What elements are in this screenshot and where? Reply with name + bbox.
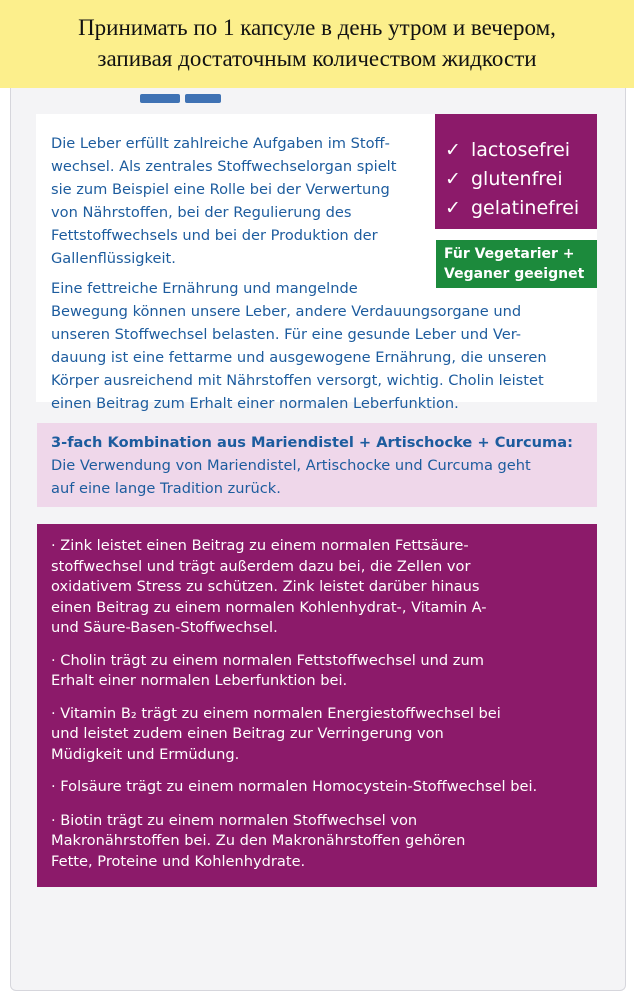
benefit-cholin: · Cholin trägt zu einem normalen Fettstoffwechsel und zum Erhalt einer normalen Leberfunktion bei.	[51, 651, 484, 689]
benefit-biotin: · Biotin trägt zu einem normalen Stoffwechsel von Makronährstoffen bei. Zu den Makronährstoffen gehören Fette, Proteine und Kohlenhydrate.	[51, 811, 466, 870]
badge-lactosefrei: ✓ lactosefrei	[435, 136, 597, 165]
benefits-box	[37, 524, 597, 887]
diet-paragraph: Eine fettreiche Ernährung und mangelnde Bewegung können unsere Leber, andere Verdauungsorgane und unseren Stoffwechsel belasten. Für eine gesunde Leber und Ver- dauung ist eine fettarme und ausgewogene Ernährung, die unseren Körper ausreichend mit Nährstoffen versorgt, wichtig. Cholin leistet einen Beitrag zum Erhalt einer normalen Leberfunktion.	[51, 280, 547, 412]
badge-gelatinefrei: ✓ gelatinefrei	[435, 194, 597, 223]
check-icon: ✓	[445, 168, 461, 190]
check-icon: ✓	[445, 197, 461, 219]
benefit-vitamin-b2: · Vitamin B₂ trägt zu einem normalen Energiestoffwechsel bei und leistet zudem einen Beitrag zur Verringerung von Müdigkeit und Ermüdung.	[51, 704, 501, 763]
benefit-folsaeure: · Folsäure trägt zu einem normalen Homocystein-Stoffwechsel bei.	[51, 778, 538, 795]
combination-box	[37, 423, 597, 507]
intro-text: Die Leber erfüllt zahlreiche Aufgaben im Stoff- wechsel. Als zentrales Stoffwechselorgan spielt sie zum Beispiel eine Rolle bei der Verwertung von Nährstoffen, bei der Regulierung des Fettstoffwechsels und bei der Produktion der Gallenflüssigkeit.	[51, 135, 397, 267]
badge-glutenfrei: ✓ glutenfrei	[435, 165, 597, 194]
check-icon: ✓	[445, 139, 461, 161]
package-top-strip	[140, 88, 230, 106]
banner-line-2: запивая достаточным количеством жидкости	[97, 46, 537, 71]
translation-banner	[0, 0, 634, 88]
combination-heading: 3-fach Kombination aus Mariendistel + Artischocke + Curcuma:	[51, 434, 573, 451]
combination-text: Die Verwendung von Mariendistel, Artischocke und Curcuma geht auf eine lange Tradition zurück.	[51, 457, 531, 497]
vegan-badge: Für Vegetarier + Veganer geeignet	[436, 240, 597, 288]
free-from-badges	[435, 114, 597, 229]
banner-line-1: Принимать по 1 капсуле в день утром и вечером,	[78, 15, 556, 40]
benefit-zink: · Zink leistet einen Beitrag zu einem normalen Fettsäure- stoffwechsel und trägt außerdem dazu bei, die Zellen vor oxidativem Stress zu schützen. Zink leistet darüber hinaus einen Beitrag zu einem normalen Kohlenhydrat-, Vitamin A- und Säure-Basen-Stoffwechsel.	[51, 537, 487, 636]
